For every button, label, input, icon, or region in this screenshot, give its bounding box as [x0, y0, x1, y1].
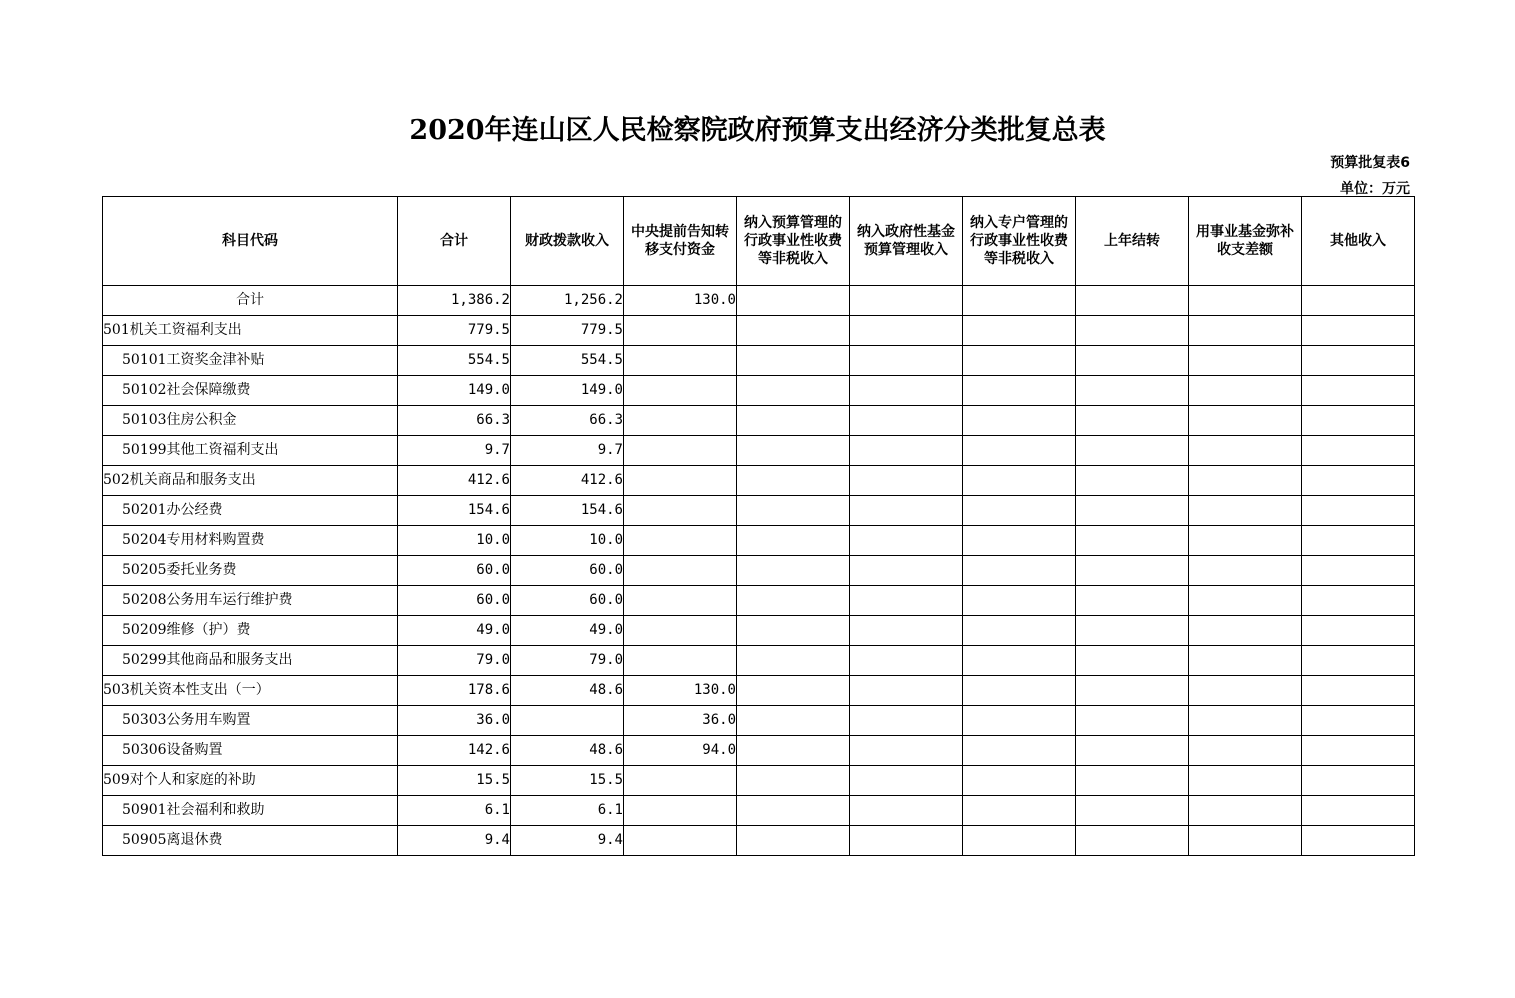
- table-row: [103, 346, 1415, 376]
- col-header-other: 其他收入: [1302, 197, 1415, 286]
- row-value: [850, 616, 963, 646]
- row-value: 79.0: [511, 646, 624, 676]
- row-value: [1076, 706, 1189, 736]
- row-value: [1189, 646, 1302, 676]
- row-subject: 50208公务用车运行维护费: [103, 586, 398, 616]
- row-value: [963, 826, 1076, 856]
- table-row: [103, 706, 1415, 736]
- row-subject: 50299其他商品和服务支出: [103, 646, 398, 676]
- col-header-carryover: 上年结转: [1076, 197, 1189, 286]
- row-value: [1189, 406, 1302, 436]
- row-value: [737, 406, 850, 436]
- row-value: [624, 616, 737, 646]
- row-value: [963, 646, 1076, 676]
- row-value: 60.0: [511, 586, 624, 616]
- row-value: [737, 796, 850, 826]
- table-row: [103, 496, 1415, 526]
- row-value: 9.4: [511, 826, 624, 856]
- table-row: [103, 436, 1415, 466]
- row-value: 60.0: [511, 556, 624, 586]
- row-value: 66.3: [398, 406, 511, 436]
- row-value: [850, 346, 963, 376]
- row-value: [1302, 706, 1415, 736]
- col-header-total: 合计: [398, 197, 511, 286]
- row-value: [1076, 826, 1189, 856]
- row-value: [624, 376, 737, 406]
- row-value: [1189, 376, 1302, 406]
- table-row: [103, 766, 1415, 796]
- row-value: [624, 526, 737, 556]
- col-header-gov-fund: 纳入政府性基金预算管理收入: [850, 197, 963, 286]
- row-value: [624, 436, 737, 466]
- row-value: [1076, 346, 1189, 376]
- row-value: 1,256.2: [511, 286, 624, 316]
- row-subject: 503机关资本性支出（一）: [103, 676, 398, 706]
- row-value: [1189, 586, 1302, 616]
- row-value: [1302, 826, 1415, 856]
- row-value: [1189, 766, 1302, 796]
- row-value: [737, 526, 850, 556]
- row-value: [850, 646, 963, 676]
- row-value: [624, 586, 737, 616]
- row-value: [963, 406, 1076, 436]
- table-body: [103, 286, 1415, 856]
- row-value: [850, 496, 963, 526]
- row-value: [1302, 436, 1415, 466]
- row-value: [850, 526, 963, 556]
- row-value: [737, 556, 850, 586]
- row-value: [963, 616, 1076, 646]
- row-value: [850, 586, 963, 616]
- row-value: 60.0: [398, 586, 511, 616]
- row-value: 142.6: [398, 736, 511, 766]
- row-value: [624, 556, 737, 586]
- row-value: [737, 616, 850, 646]
- row-value: [963, 436, 1076, 466]
- row-value: [963, 286, 1076, 316]
- table-row: [103, 376, 1415, 406]
- col-header-fiscal: 财政拨款收入: [511, 197, 624, 286]
- row-value: [1076, 526, 1189, 556]
- table-row: [103, 286, 1415, 316]
- row-value: [1076, 646, 1189, 676]
- row-value: [850, 556, 963, 586]
- row-value: [1189, 346, 1302, 376]
- row-value: [963, 466, 1076, 496]
- row-value: 48.6: [511, 736, 624, 766]
- row-value: [1189, 496, 1302, 526]
- row-value: [850, 316, 963, 346]
- col-header-business-fund: 用事业基金弥补收支差额: [1189, 197, 1302, 286]
- row-subject: 50306设备购置: [103, 736, 398, 766]
- row-value: [1076, 766, 1189, 796]
- table-row: [103, 526, 1415, 556]
- page-title: 2020年连山区人民检察院政府预算支出经济分类批复总表: [409, 115, 1106, 146]
- row-value: [963, 736, 1076, 766]
- row-value: [737, 496, 850, 526]
- row-value: [1302, 736, 1415, 766]
- row-value: [850, 466, 963, 496]
- row-value: [850, 286, 963, 316]
- row-value: [1302, 466, 1415, 496]
- row-value: 10.0: [398, 526, 511, 556]
- row-value: [1189, 826, 1302, 856]
- row-value: [963, 766, 1076, 796]
- row-value: 9.4: [398, 826, 511, 856]
- row-value: 9.7: [398, 436, 511, 466]
- row-value: [850, 406, 963, 436]
- row-value: [511, 706, 624, 736]
- row-value: [1076, 736, 1189, 766]
- row-value: [963, 586, 1076, 616]
- row-value: [1076, 616, 1189, 646]
- row-value: [1076, 496, 1189, 526]
- row-value: [1302, 676, 1415, 706]
- row-value: 36.0: [624, 706, 737, 736]
- table-row: [103, 646, 1415, 676]
- row-value: 49.0: [511, 616, 624, 646]
- row-value: [963, 796, 1076, 826]
- row-value: [1189, 436, 1302, 466]
- row-value: [737, 346, 850, 376]
- row-value: 130.0: [624, 286, 737, 316]
- row-value: [737, 286, 850, 316]
- row-value: [963, 526, 1076, 556]
- row-subject: 50101工资奖金津补贴: [103, 346, 398, 376]
- row-value: [1076, 556, 1189, 586]
- row-subject: 50905离退休费: [103, 826, 398, 856]
- row-value: 36.0: [398, 706, 511, 736]
- col-header-central-transfer: 中央提前告知转移支付资金: [624, 197, 737, 286]
- row-value: [1302, 796, 1415, 826]
- row-value: 779.5: [398, 316, 511, 346]
- row-value: [1302, 346, 1415, 376]
- row-value: 178.6: [398, 676, 511, 706]
- row-value: [1076, 316, 1189, 346]
- row-value: 412.6: [398, 466, 511, 496]
- row-value: 49.0: [398, 616, 511, 646]
- row-subject: 50199其他工资福利支出: [103, 436, 398, 466]
- row-value: 6.1: [511, 796, 624, 826]
- row-value: [1302, 766, 1415, 796]
- row-subject: 50901社会福利和救助: [103, 796, 398, 826]
- row-value: [1189, 676, 1302, 706]
- table-row: [103, 466, 1415, 496]
- row-value: [1189, 706, 1302, 736]
- row-subject: 合计: [103, 286, 398, 316]
- row-value: [624, 646, 737, 676]
- row-value: [850, 796, 963, 826]
- row-value: [1076, 286, 1189, 316]
- row-value: [1189, 466, 1302, 496]
- row-value: [737, 676, 850, 706]
- row-value: [963, 706, 1076, 736]
- row-value: [1302, 496, 1415, 526]
- row-subject: 50303公务用车购置: [103, 706, 398, 736]
- row-value: [850, 766, 963, 796]
- row-value: 412.6: [511, 466, 624, 496]
- row-value: [850, 706, 963, 736]
- row-value: 9.7: [511, 436, 624, 466]
- row-value: [850, 376, 963, 406]
- row-value: [737, 826, 850, 856]
- row-value: [1302, 286, 1415, 316]
- row-value: [1076, 466, 1189, 496]
- row-subject: 50102社会保障缴费: [103, 376, 398, 406]
- row-value: 6.1: [398, 796, 511, 826]
- row-value: 10.0: [511, 526, 624, 556]
- row-value: 1,386.2: [398, 286, 511, 316]
- row-value: 154.6: [511, 496, 624, 526]
- row-subject: 50103住房公积金: [103, 406, 398, 436]
- row-value: [737, 736, 850, 766]
- unit-label: 单位：万元: [1340, 181, 1410, 197]
- row-value: [624, 406, 737, 436]
- table-row: [103, 316, 1415, 346]
- row-value: [1189, 556, 1302, 586]
- row-value: [1189, 526, 1302, 556]
- row-value: [737, 316, 850, 346]
- row-value: 79.0: [398, 646, 511, 676]
- row-value: 779.5: [511, 316, 624, 346]
- row-value: 15.5: [398, 766, 511, 796]
- row-value: [963, 556, 1076, 586]
- table-row: [103, 406, 1415, 436]
- table-row: [103, 616, 1415, 646]
- row-value: [1189, 286, 1302, 316]
- row-value: 130.0: [624, 676, 737, 706]
- row-value: [963, 346, 1076, 376]
- form-number: 预算批复表6: [1330, 155, 1410, 171]
- row-value: [737, 706, 850, 736]
- row-value: [1302, 316, 1415, 346]
- table-row: [103, 796, 1415, 826]
- table-row: [103, 556, 1415, 586]
- row-value: 554.5: [398, 346, 511, 376]
- row-value: 154.6: [398, 496, 511, 526]
- row-value: [963, 676, 1076, 706]
- row-value: [624, 826, 737, 856]
- row-value: [1189, 316, 1302, 346]
- row-value: 149.0: [511, 376, 624, 406]
- row-value: [1302, 646, 1415, 676]
- row-subject: 509对个人和家庭的补助: [103, 766, 398, 796]
- table-row: [103, 586, 1415, 616]
- row-value: [737, 586, 850, 616]
- row-subject: 50201办公经费: [103, 496, 398, 526]
- row-value: [624, 496, 737, 526]
- table-header-row: [103, 197, 1415, 286]
- row-value: [963, 376, 1076, 406]
- row-value: [624, 796, 737, 826]
- row-value: [1076, 586, 1189, 616]
- col-header-nontax-special: 纳入专户管理的行政事业性收费等非税收入: [963, 197, 1076, 286]
- row-value: [1076, 436, 1189, 466]
- row-value: [1302, 406, 1415, 436]
- row-value: [1076, 376, 1189, 406]
- row-value: [1189, 796, 1302, 826]
- row-subject: 50205委托业务费: [103, 556, 398, 586]
- row-subject: 50204专用材料购置费: [103, 526, 398, 556]
- row-value: 48.6: [511, 676, 624, 706]
- row-value: [1076, 796, 1189, 826]
- row-value: [1302, 616, 1415, 646]
- row-value: 554.5: [511, 346, 624, 376]
- row-value: [1302, 586, 1415, 616]
- row-value: [737, 436, 850, 466]
- row-value: [1189, 616, 1302, 646]
- row-value: [963, 496, 1076, 526]
- row-subject: 502机关商品和服务支出: [103, 466, 398, 496]
- table-row: [103, 736, 1415, 766]
- row-value: 60.0: [398, 556, 511, 586]
- row-value: [850, 676, 963, 706]
- row-value: [1076, 676, 1189, 706]
- row-value: [1302, 376, 1415, 406]
- col-header-nontax-budget: 纳入预算管理的行政事业性收费等非税收入: [737, 197, 850, 286]
- row-value: [737, 466, 850, 496]
- row-value: [737, 376, 850, 406]
- row-value: [624, 316, 737, 346]
- row-value: [737, 646, 850, 676]
- row-value: [850, 436, 963, 466]
- row-value: [850, 826, 963, 856]
- budget-table: [102, 196, 1415, 856]
- col-header-code: 科目代码: [103, 197, 398, 286]
- row-subject: 501机关工资福利支出: [103, 316, 398, 346]
- row-value: [624, 466, 737, 496]
- row-value: 94.0: [624, 736, 737, 766]
- table-row: [103, 826, 1415, 856]
- row-value: [1302, 556, 1415, 586]
- row-subject: 50209维修（护）费: [103, 616, 398, 646]
- row-value: 149.0: [398, 376, 511, 406]
- row-value: 66.3: [511, 406, 624, 436]
- row-value: [963, 316, 1076, 346]
- row-value: [1302, 526, 1415, 556]
- row-value: [737, 766, 850, 796]
- row-value: [624, 766, 737, 796]
- row-value: [1189, 736, 1302, 766]
- table-row: [103, 676, 1415, 706]
- row-value: [1076, 406, 1189, 436]
- row-value: [624, 346, 737, 376]
- row-value: 15.5: [511, 766, 624, 796]
- row-value: [850, 736, 963, 766]
